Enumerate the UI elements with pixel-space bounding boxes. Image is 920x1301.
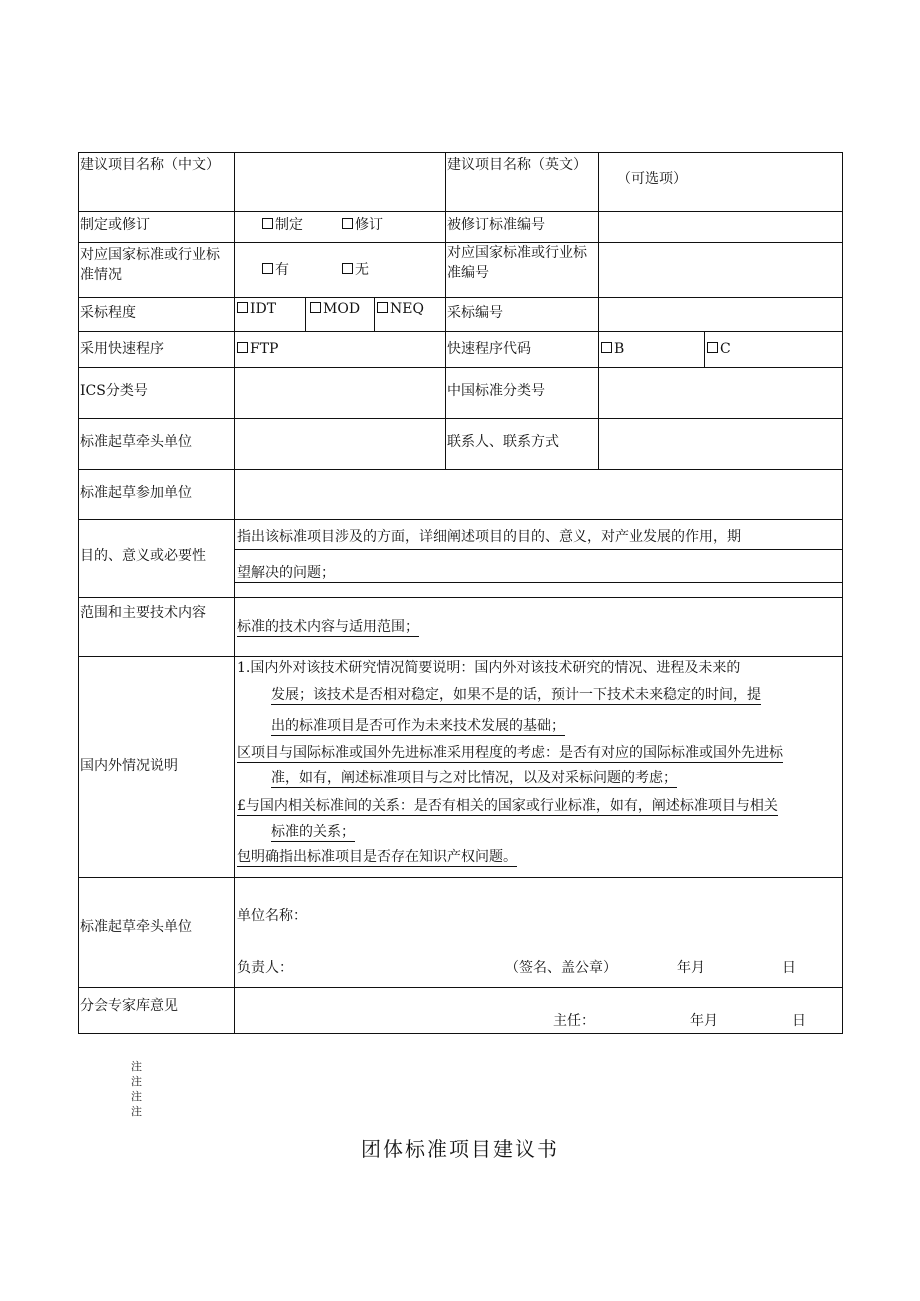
situation-item1-line2: 发展；该技术是否相对稳定，如果不是的话，预计一下技术未来稳定的时间，提 xyxy=(271,687,761,703)
opt-revise-checkbox[interactable]: 修订 xyxy=(342,216,383,236)
checkbox-icon xyxy=(601,342,612,353)
responsible-label: 负责人： xyxy=(237,960,293,976)
contact-label: 联系人、联系方式 xyxy=(447,434,559,450)
situation-item2-line1: 区项目与国际标准或国外先进标准采用程度的考虑：是否有对应的国际标准或国外先进标 xyxy=(237,745,783,761)
day-2: 日 xyxy=(792,1013,806,1029)
note: 注 xyxy=(131,1060,142,1073)
situation-item4: 包明确指出标准项目是否存在知识产权问题。 xyxy=(237,849,517,865)
sign-label: （签名、盖公章） xyxy=(505,960,617,976)
opt-c-checkbox[interactable]: C xyxy=(707,340,731,360)
note: 注 xyxy=(131,1075,142,1088)
year-month-2: 年月 xyxy=(690,1013,718,1029)
ics-label: ICS分类号 xyxy=(80,383,148,399)
unit-name-label: 单位名称： xyxy=(237,908,307,924)
scope-text: 标准的技术内容与适用范围； xyxy=(237,619,419,635)
fast-code-label: 快速程序代码 xyxy=(447,341,531,357)
national-std-label: 对应国家标准或行业标准情况 xyxy=(80,247,220,283)
opt-b-checkbox[interactable]: B xyxy=(601,340,624,360)
checkbox-icon xyxy=(342,263,353,274)
note: 注 xyxy=(131,1105,142,1118)
checkbox-icon xyxy=(707,342,718,353)
situation-label: 国内外情况说明 xyxy=(80,758,178,774)
participant-label: 标准起草参加单位 xyxy=(80,485,192,501)
revised-std-no-label: 被修订标准编号 xyxy=(447,217,545,233)
lead-unit-label: 标准起草牵头单位 xyxy=(80,434,192,450)
note: 注 xyxy=(131,1090,142,1103)
situation-item3-line2: 标准的关系； xyxy=(271,824,355,840)
make-revise-label: 制定或修订 xyxy=(80,217,150,233)
opt-yes-checkbox[interactable]: 有 xyxy=(262,261,289,281)
lead-unit2-label: 标准起草牵头单位 xyxy=(80,919,192,935)
checkbox-icon xyxy=(237,302,248,313)
opt-idt-checkbox[interactable]: IDT xyxy=(237,300,276,320)
adoption-label: 采标程度 xyxy=(80,305,136,321)
purpose-text-line1: 指出该标准项目涉及的方面，详细阐述项目的目的、意义，对产业发展的作用，期 xyxy=(237,529,741,545)
purpose-label: 目的、意义或必要性 xyxy=(80,548,206,564)
checkbox-icon xyxy=(262,218,273,229)
name-en-hint: （可选项） xyxy=(617,171,687,187)
opt-make-checkbox[interactable]: 制定 xyxy=(262,216,303,236)
name-en-label: 建议项目名称（英文） xyxy=(447,157,587,173)
director-label: 主任： xyxy=(553,1013,595,1029)
checkbox-icon xyxy=(262,263,273,274)
ccs-label: 中国标准分类号 xyxy=(447,383,545,399)
opt-no-checkbox[interactable]: 无 xyxy=(342,261,369,281)
expert-label: 分会专家库意见 xyxy=(80,998,178,1014)
notes xyxy=(131,1059,142,1119)
name-cn-label: 建议项目名称（中文） xyxy=(80,157,220,173)
year-month-1: 年月 xyxy=(677,960,705,976)
situation-item1-line1: 1.国内外对该技术研究情况简要说明：国内外对该技术研究的情况、进程及未来的 xyxy=(237,660,741,676)
opt-neq-checkbox[interactable]: NEQ xyxy=(377,300,424,320)
day-1: 日 xyxy=(782,960,796,976)
opt-ftp-checkbox[interactable]: FTP xyxy=(237,340,278,360)
fast-track-label: 采用快速程序 xyxy=(80,341,164,357)
checkbox-icon xyxy=(310,302,321,313)
situation-item2-line2: 准，如有，阐述标准项目与之对比情况，以及对采标问题的考虑； xyxy=(271,770,677,786)
checkbox-icon xyxy=(237,342,248,353)
purpose-text-line2: 望解决的问题； xyxy=(237,565,335,581)
opt-mod-checkbox[interactable]: MOD xyxy=(310,300,360,320)
situation-item1-line3: 出的标准项目是否可作为未来技术发展的基础； xyxy=(271,718,565,734)
situation-item3-line1: £与国内相关标准间的关系：是否有相关的国家或行业标准，如有，阐述标准项目与相关 xyxy=(237,798,778,814)
page-title: 团体标准项目建议书 xyxy=(361,1137,559,1161)
scope-label: 范围和主要技术内容 xyxy=(80,605,206,621)
checkbox-icon xyxy=(377,302,388,313)
national-std-no-label: 对应国家标准或行业标准编号 xyxy=(447,245,587,281)
adoption-no-label: 采标编号 xyxy=(447,305,503,321)
checkbox-icon xyxy=(342,218,353,229)
